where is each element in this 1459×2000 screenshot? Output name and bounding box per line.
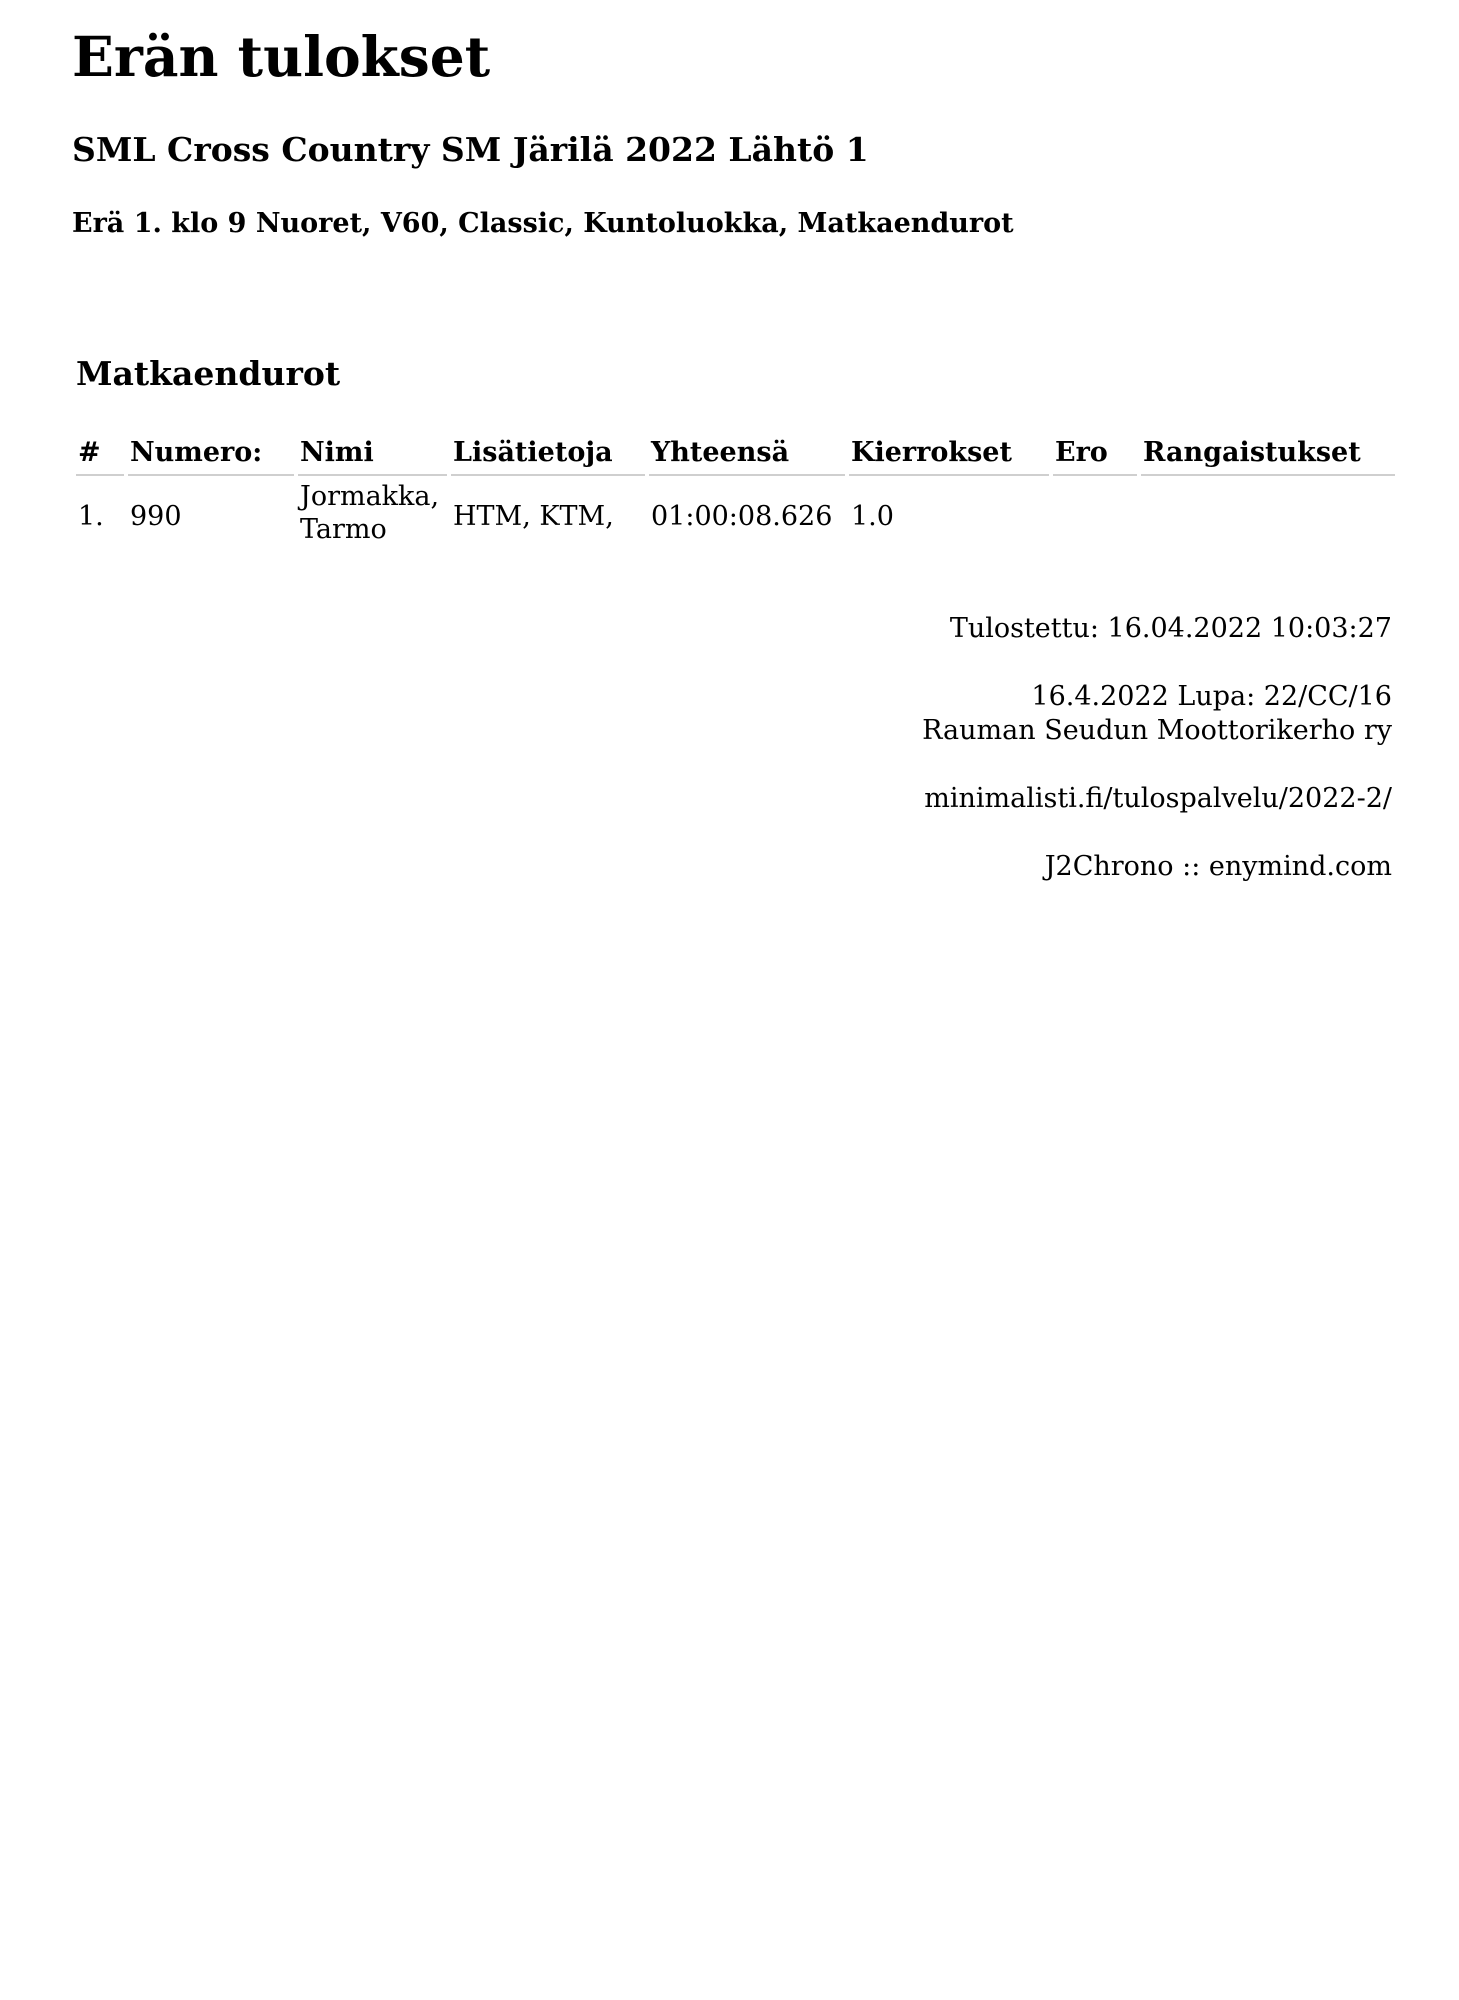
footer (922, 612, 1392, 918)
permit-block (922, 680, 1392, 748)
header-name: Nimi (298, 430, 447, 476)
cell-number: 990 (130, 501, 182, 532)
cell-info: HTM, KTM, (453, 501, 614, 532)
event-title: SML Cross Country SM Järilä 2022 Lähtö 1 (72, 130, 869, 169)
cell-laps: 1.0 (851, 501, 894, 532)
software-credit: J2Chrono :: enymind.com (1044, 851, 1392, 882)
results-table (72, 430, 1399, 546)
header-penalties: Rangaistukset (1141, 430, 1395, 476)
cell-name (298, 476, 447, 546)
cell-name-line2: Tarmo (300, 514, 387, 545)
cell-penalties (1141, 476, 1395, 546)
table-row (76, 476, 1395, 546)
header-number: Numero: (128, 430, 294, 476)
results-url: minimalisti.fi/tulospalvelu/2022-2/ (924, 783, 1392, 814)
cell-name-line1: Jormakka, (300, 481, 440, 512)
page-title: Erän tulokset (72, 24, 491, 89)
header-total: Yhteensä (649, 430, 845, 476)
cell-diff (1053, 476, 1137, 546)
header-info: Lisätietoja (451, 430, 645, 476)
heat-title: Erä 1. klo 9 Nuoret, V60, Classic, Kuntoluokka, Matkaendurot (72, 208, 1014, 239)
organizer-name: Rauman Seudun Moottorikerho ry (922, 715, 1392, 746)
table-header-row (76, 430, 1395, 476)
cell-position: 1. (78, 501, 104, 532)
permit-info: 16.4.2022 Lupa: 22/CC/16 (1031, 681, 1392, 712)
header-laps: Kierrokset (849, 430, 1049, 476)
cell-total: 01:00:08.626 (651, 501, 833, 532)
class-title: Matkaendurot (76, 354, 341, 393)
printed-timestamp: Tulostettu: 16.04.2022 10:03:27 (949, 613, 1392, 644)
header-position: # (76, 430, 124, 476)
header-diff: Ero (1053, 430, 1137, 476)
